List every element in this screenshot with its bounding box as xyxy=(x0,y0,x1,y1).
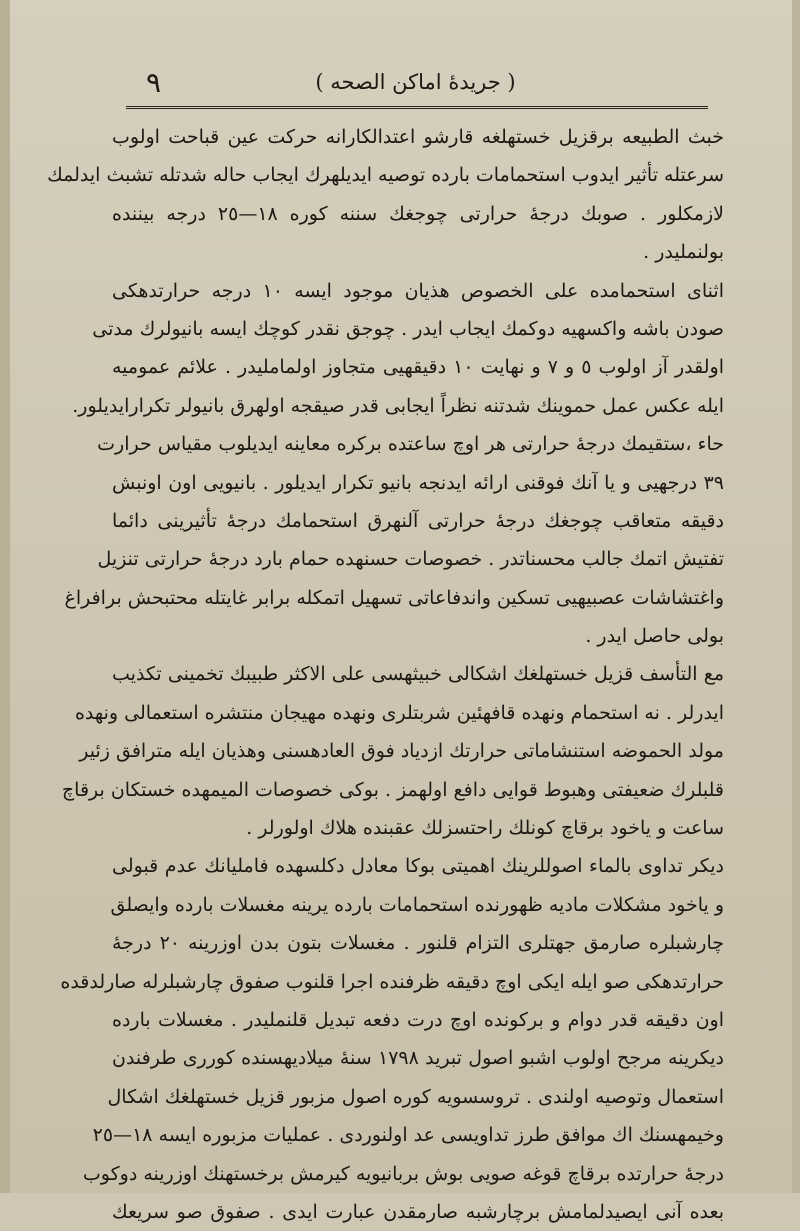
text-line: چارشبلره صارمق جهتلرى التزام قلنور . مغسلات بتون بدن اوزرينه ٢٠ درجهٔ xyxy=(112,932,724,955)
page-edge-left xyxy=(0,0,10,1193)
text-line: حاء ،ستقيمك درجهٔ حرارتى هر اوچ ساعتده بركره معاينه ايديلوب مقياس حرارت xyxy=(97,433,724,456)
text-line: بولى حاصل ايدر . xyxy=(585,625,724,648)
text-line: ايله عكس عمل حموينك شدتنه نظراً ايجابى قدر صيقجه اولهرق بانيولر تكرارايديلور. xyxy=(72,394,724,417)
text-line: اثناى استحمامده على الخصوص هذيان موجود ايسه ١٠ درجه حرارتدهكى xyxy=(112,279,724,302)
text-line: مولد الحموضه استنشاماتى حرارتك ازدياد فوق العادهسنى وهذيان ايله مترافق زئير xyxy=(79,740,724,763)
text-line: خبث الطبيعه برقزيل خستهلغه قارشو اعتدالكارانه حركت عين قباحت اولوب xyxy=(112,126,724,148)
page-header xyxy=(128,66,703,104)
text-line: سرعتله تأثير ايدوب استحمامات بارده توصيه ايديلهرك ايجاب حاله شدتله تشبث ايدلمك xyxy=(47,164,724,187)
text-line: ايدرلر . نه استحمام ونهده قافهئين شربتلرى ونهده مهيجان منتشره استعمالى ونهده xyxy=(74,701,724,724)
running-title: ( جريدهٔ اماكن الصحه ) xyxy=(315,70,516,94)
page-number: ٩ xyxy=(146,66,162,99)
page-edge-right xyxy=(792,0,800,1193)
text-line: لازمكلور . صوبك درجهٔ حرارتى چوجغك سننه كوره ١٨—٢٥ درجه بيننده xyxy=(112,202,724,225)
text-line: بولنمليدر . xyxy=(643,241,724,264)
text-line: ديكر تداوى بالماء اصوللرينك اهميتى بوكا معادل دكلسهده فامليانك عدم قبولى xyxy=(112,855,724,878)
text-line: استعمال وتوصيه اولندى . تروسسويه كوره اصول مزبور قزيل خستهلغك اشكال xyxy=(107,1085,724,1108)
text-line: ٣٩ درجهيى و يا آنك فوقنى ارائه ايدنجه بانيو تكرار ايديلور . بانيويى اون اونبش xyxy=(112,471,724,494)
text-line: ساعت و ياخود برقاچ كونلك راحتسزلك عقبنده هلاك اولورلر . xyxy=(246,817,724,840)
body-text xyxy=(47,118,724,1231)
text-line: وخيمهسنك اك موافق طرز تداويسى عد اولنوردى . عمليات مزبوره ايسه ١٨—٢٥ xyxy=(92,1124,724,1147)
text-line: قلبلرك ضعيفتى وهبوط قوايى دافع اولهمز . بوكى خصوصات الميمهده خستكان برقاچ xyxy=(61,778,724,801)
text-line: اون دقيقه قدر دوام و بركونده اوچ درت دفعه تبديل قلنمليدر . مغسلات بارده xyxy=(112,1008,724,1031)
text-line: واغتشاشات عصبيهيى تسكين واندفاعاتى تسهيل اتمكله برابر غايتله محتبحش برافراغ xyxy=(64,586,724,609)
text-line: صودن باشه واكسهيه دوكمك ايجاب ايدر . چوجق نقدر كوچك ايسه بانيولرك مدتى xyxy=(92,317,724,340)
text-line: درجهٔ حرارتده برقاچ قوغه صويى بوش بربانيويه كيرمش برخستهنك اوزرينه دوكوب xyxy=(82,1162,724,1185)
text-line: حرارتدهكى صو ايله ايكى اوچ دقيقه ظرفنده اجرا قلنوب صفوق چارشبلرله صارلدقده xyxy=(60,970,724,993)
text-line: مع التأسف قزيل خستهلغك اشكالى خبيثهسى على الاكثر طبيبك تخمينى تكذيب xyxy=(112,663,724,686)
text-line: تفتيش اتمك جالب محسناتدر . خصوصات حسنهده حمام بارد درجهٔ حرارتى تنزيل xyxy=(97,548,724,571)
text-line: بعده آنى ايصيدلمامش برچارشبه صارمقدن عبارت ايدى . صفوق صو سريعك xyxy=(112,1200,724,1223)
text-line: ديكرينه مرجح اولوب اشبو اصول تبريد ١٧٩٨ سنهٔ ميلاديهسنده كوررى طرفندن xyxy=(112,1047,724,1070)
text-line: اولقدر آز اولوب ٥ و ٧ و نهايت ١٠ دقيقهيى متجاوز اولمامليدر . علائم عموميه xyxy=(112,356,724,379)
text-line: و ياخود مشكلات ماديه ظهورنده استحمامات بارده يرينه مغسلات بارده وايصلق xyxy=(110,893,724,916)
text-line: دقيقه متعاقب چوجغك درجهٔ حرارتى آلنهرق استحمامك درجهٔ تأثيرينى دائما xyxy=(112,509,724,532)
header-rule xyxy=(126,106,708,109)
